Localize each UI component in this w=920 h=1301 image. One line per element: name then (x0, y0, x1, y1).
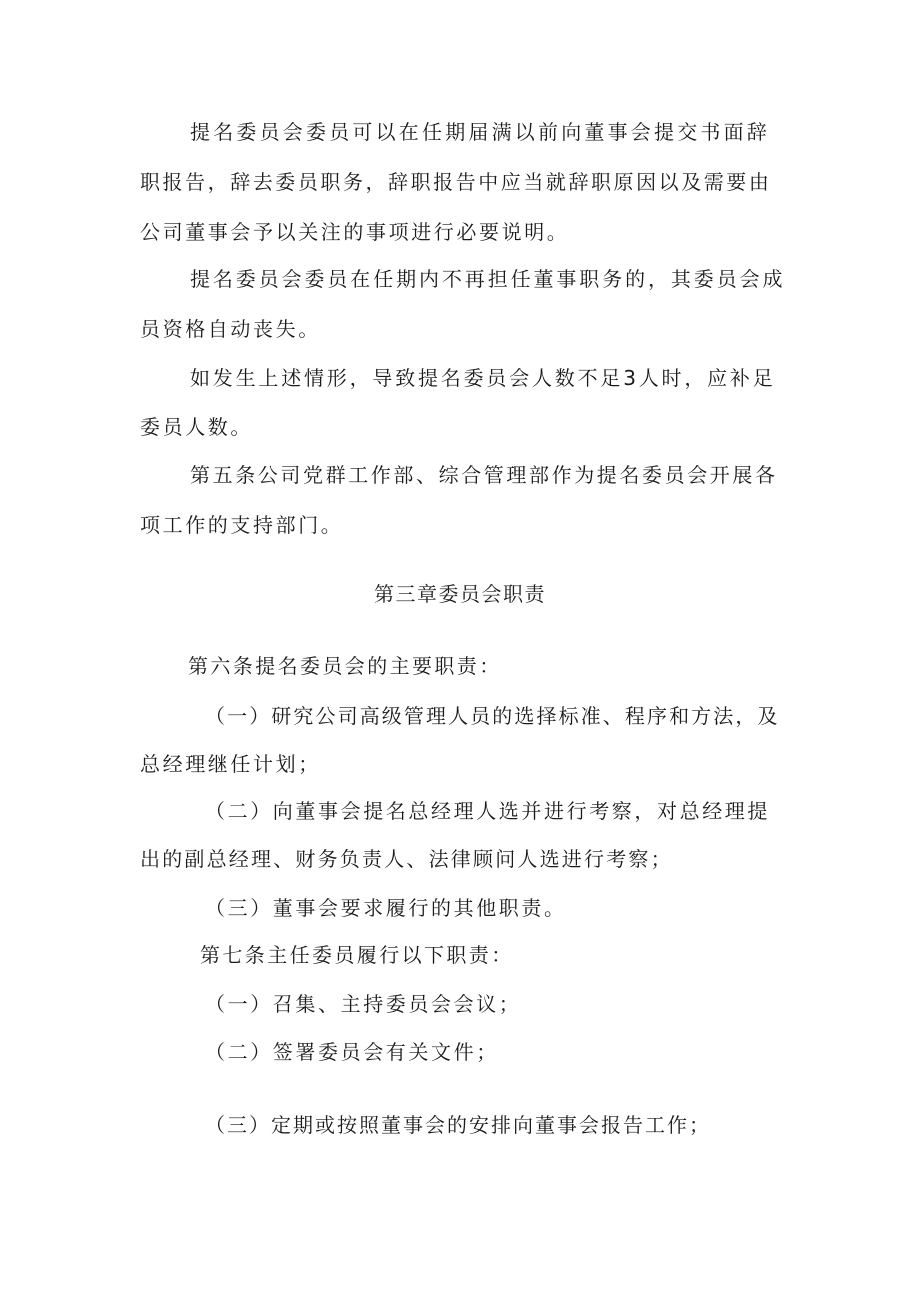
paragraph-line: 公司董事会予以关注的事项进行必要说明。 (140, 220, 570, 244)
chapter-heading: 第三章委员会职责 (374, 582, 546, 606)
list-item-line: 总经理继任计划； (140, 752, 321, 776)
list-item-line: （三）董事会要求履行的其他职责。 (205, 896, 567, 920)
article-heading: 第六条提名委员会的主要职责： (188, 654, 502, 678)
paragraph-line: 员资格自动丧失。 (140, 317, 321, 341)
paragraph-line: 职报告，辞去委员职务，辞职报告中应当就辞职原因以及需要由 (140, 170, 772, 194)
paragraph-line: 提名委员会委员可以在任期届满以前向董事会提交书面辞 (190, 120, 770, 144)
paragraph-line: 项工作的支持部门。 (140, 513, 344, 537)
list-item-line: （一）召集、主持委员会会议； (205, 992, 522, 1016)
list-item-line: （一）研究公司高级管理人员的选择标准、程序和方法，及 (205, 704, 780, 728)
paragraph-line: 委员人数。 (140, 415, 253, 439)
paragraph-line: 提名委员会委员在任期内不再担任董事职务的，其委员会成 (190, 267, 786, 291)
list-item-line: 出的副总经理、财务负责人、法律顾问人选进行考察； (140, 847, 673, 871)
article-heading: 第七条主任委员履行以下职责： (200, 943, 514, 967)
list-item-line: （二）向董事会提名总经理人选并进行考察，对总经理提 (205, 799, 770, 823)
paragraph-line: 第五条公司党群工作部、综合管理部作为提名委员会开展各 (190, 463, 778, 487)
list-item-line: （三）定期或按照董事会的安排向董事会报告工作； (205, 1113, 711, 1137)
list-item-line: （二）签署委员会有关文件； (205, 1040, 499, 1064)
paragraph-line: 如发生上述情形，导致提名委员会人数不足3人时，应补足 (190, 366, 776, 390)
